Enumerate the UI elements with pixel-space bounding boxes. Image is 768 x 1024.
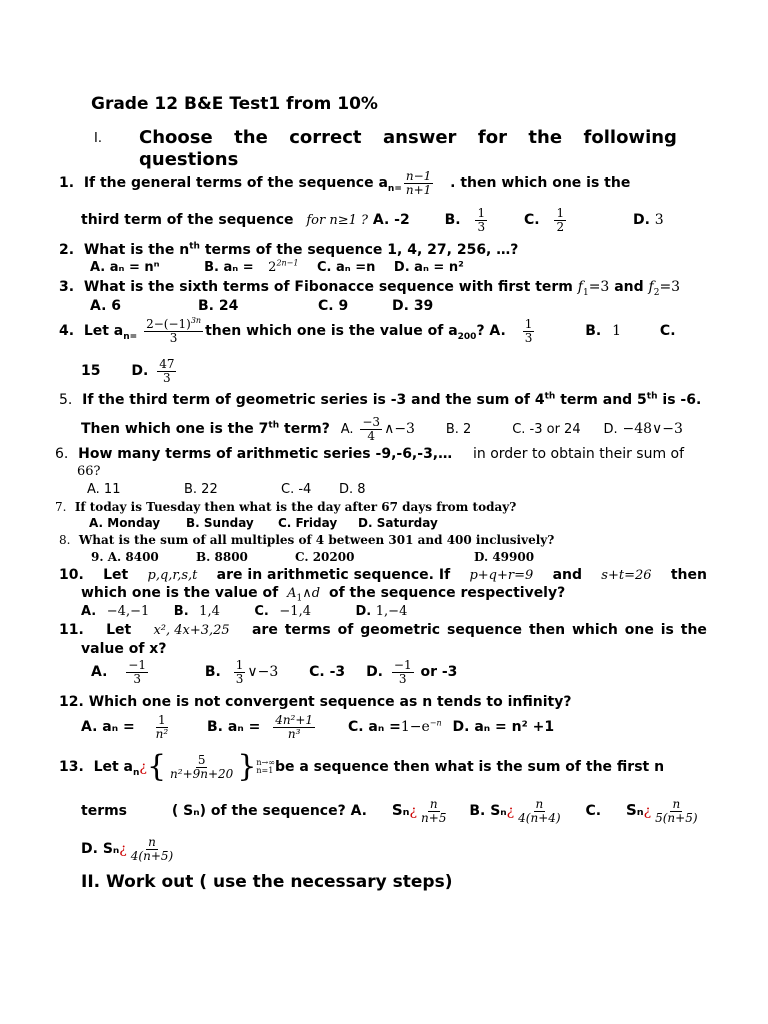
- q10-ad-sub: 1: [296, 593, 303, 604]
- q6-text-b: in order to obtain their sum of: [473, 446, 685, 462]
- q12-opt-d: D. aₙ = n² +1: [452, 719, 555, 736]
- q11-text-b: [252, 622, 707, 638]
- question-4-line2: [81, 358, 178, 384]
- question-11-line2: value of x?: [81, 641, 167, 657]
- q1-fraction: [404, 170, 433, 196]
- q10-opt-d-label: D.: [355, 604, 372, 619]
- q7-opt-c: C. Friday: [278, 516, 338, 530]
- q4-text-b: then which one is the value of a: [205, 323, 458, 340]
- q1-opt-b-den: 3: [477, 219, 486, 234]
- q2-opt-d: D. aₙ = n²: [393, 260, 464, 275]
- q13-opt-d-frac: [129, 836, 175, 862]
- q11-opt-a-frac: [126, 659, 148, 685]
- q3-f2-val: =3: [659, 279, 681, 295]
- q4-frac-den: 3: [169, 330, 178, 345]
- q10-opt-a-val: −4,−1: [106, 604, 150, 619]
- q4-sub: n=: [123, 331, 138, 342]
- q3-and: and: [614, 279, 644, 295]
- q13-opt-a-den: n+5: [421, 810, 447, 825]
- q4-opt-d-den: 3: [163, 370, 171, 385]
- q11-text-a: Let: [106, 622, 132, 638]
- q13-opt-d-num: n: [148, 835, 156, 849]
- q1-text-b: . then which one is the: [450, 175, 631, 192]
- q10-opt-d-val: 1,−4: [375, 604, 408, 619]
- section-heading-line1: [139, 127, 677, 148]
- q13-opt-c-label: C.: [585, 803, 602, 820]
- q8-opt-a: 9. A. 8400: [91, 550, 159, 564]
- q3-opt-d: D. 39: [392, 298, 434, 314]
- q11-opt-a-label: A.: [91, 664, 108, 681]
- q10-opt-c-label: C.: [254, 604, 269, 619]
- q13-text-b: be a sequence then what is the sum of the first n: [274, 759, 665, 775]
- q7-opt-b: B. Sunday: [186, 516, 254, 530]
- q4-opt-d-num: 47: [159, 357, 175, 371]
- q12-opt-c: C. aₙ =: [347, 719, 401, 736]
- q13-opt-b-frac: [516, 798, 562, 824]
- section-heading-word: the: [234, 127, 268, 148]
- q12-opt-b-frac: [273, 714, 315, 740]
- q2-opt-b-exp: 2n−1: [276, 258, 299, 268]
- section-heading-word: correct: [289, 127, 362, 148]
- q4-text-a: Let a: [83, 323, 124, 340]
- section-heading-word: following: [583, 127, 677, 148]
- q10-vars: p,q,r,s,t: [147, 568, 198, 583]
- q11-opt-d-den: 3: [398, 671, 407, 686]
- q11-number: 11.: [59, 622, 84, 638]
- q13-opt-d-glyph: ¿: [119, 841, 127, 858]
- q4-sub-200: 200: [457, 331, 477, 342]
- q4-text-c: ? A.: [476, 323, 506, 340]
- q4-opt-a-den: 3: [524, 330, 533, 345]
- q13-frac-den: n²+9n+20: [170, 766, 234, 781]
- q5-text-c: is -6.: [662, 392, 702, 408]
- q4-opt-a-num: 1: [524, 317, 533, 331]
- q11-opt-c: C. -3: [309, 664, 346, 681]
- q7-number: 7.: [55, 500, 67, 514]
- q13-glyph: ¿: [139, 759, 147, 775]
- q11-opt-b-den: 3: [235, 671, 244, 686]
- q10-text-d: of the sequence respectively?: [328, 585, 566, 601]
- section-heading-word: answer: [383, 127, 457, 148]
- q11-text-b-word: one: [624, 622, 654, 638]
- section-heading-line2: questions: [139, 149, 239, 170]
- q12-number: 12.: [59, 694, 84, 710]
- section-heading-word: for: [477, 127, 507, 148]
- q1-text-a: If the general terms of the sequence a: [83, 175, 388, 192]
- question-8: [59, 533, 554, 547]
- q10-text-a: Let: [103, 567, 129, 583]
- q13-fraction: [168, 754, 235, 780]
- q13-opt-c-frac: [653, 798, 699, 824]
- q12-text: Which one is not convergent sequence as n tends to infinity?: [88, 694, 572, 710]
- q13-opt-c-glyph: ¿: [643, 803, 652, 820]
- q3-text: What is the sixth terms of Fibonacce sequence with first term: [83, 279, 573, 295]
- q7-opt-d: D. Saturday: [358, 516, 438, 530]
- q13-brace-open: {: [146, 749, 167, 784]
- q4-opt-d-label: D.: [131, 363, 149, 380]
- q3-f2-sym: f: [648, 279, 654, 295]
- q5-sup-a: th: [544, 391, 556, 402]
- q5-text-a: If the third term of geometric series is -3 and the sum of 4: [82, 392, 545, 408]
- q1-opt-c-den: 2: [556, 219, 565, 234]
- q10-eq2: s+t=26: [601, 568, 652, 583]
- q11-opt-d-num: −1: [393, 658, 412, 672]
- q11-opt-d-frac: [392, 659, 414, 685]
- q10-ad-a: A: [287, 586, 297, 601]
- q13-limit-top: n→∞: [256, 758, 275, 767]
- q5-sup-b: th: [646, 391, 658, 402]
- q12-opt-a-num: 1: [158, 713, 166, 727]
- q3-f2: [648, 279, 681, 298]
- q5-opt-d-val: −48∨−3: [622, 421, 683, 438]
- q10-number: 10.: [59, 567, 84, 583]
- question-2-options: [90, 260, 464, 275]
- q5-opt-a-den: 4: [367, 428, 376, 443]
- q1-opt-d-label: D.: [632, 212, 650, 229]
- q2-text-a: What is the n: [83, 242, 190, 258]
- section-heading-word: the: [528, 127, 563, 148]
- question-10-options: [81, 604, 407, 619]
- q5-text-e: term?: [284, 421, 330, 438]
- q4-frac-num-a: 2−(−1): [146, 317, 191, 331]
- q13-number: 13.: [59, 759, 84, 775]
- q13-opt-a-num: n: [429, 797, 438, 811]
- question-11-options: [91, 659, 457, 685]
- q10-opt-a-label: A.: [81, 604, 97, 619]
- q13-opt-d-label: D. Sₙ: [81, 841, 120, 858]
- question-13-line2: [81, 798, 702, 824]
- question-7: [55, 500, 516, 514]
- q10-then: then: [670, 567, 707, 583]
- q13-opt-b-glyph: ¿: [506, 803, 515, 820]
- q6-number: 6.: [55, 446, 69, 462]
- q12-opt-b-num: 4n²+1: [275, 713, 314, 727]
- q4-opt-c-val: 15: [81, 363, 101, 380]
- q4-opt-d-frac: [157, 358, 176, 384]
- q5-opt-a-num: −3: [362, 415, 381, 429]
- section-heading-word: Choose: [139, 127, 213, 148]
- q1-frac-num: n−1: [405, 169, 432, 183]
- q13-opt-a-frac: [419, 798, 448, 824]
- q12-opt-b-den: n³: [287, 726, 301, 741]
- q11-opt-b-tail: ∨−3: [247, 664, 279, 681]
- q3-opt-c: C. 9: [318, 298, 349, 314]
- question-12-options: [81, 714, 554, 740]
- q1-opt-d-val: 3: [654, 212, 664, 229]
- q3-f1: [577, 279, 610, 298]
- q10-opt-c-val: −1,4: [279, 604, 311, 619]
- q6-opt-d: D. 8: [339, 482, 366, 497]
- q13-limits: [256, 759, 275, 775]
- q5-opt-c: C. -3 or 24: [512, 422, 581, 438]
- q6-opt-b: B. 22: [184, 482, 218, 497]
- q10-text-b: are in arithmetic sequence. If: [216, 567, 451, 583]
- q6-opt-a: A. 11: [87, 482, 121, 497]
- q13-opt-b-label: B. Sₙ: [469, 803, 507, 820]
- q1-opt-c-frac: [554, 207, 566, 233]
- q13-opt-c-s: Sₙ: [625, 801, 644, 820]
- q4-frac-num: [144, 318, 203, 332]
- q5-sup-d: th: [268, 420, 280, 431]
- section-heading: [139, 127, 677, 148]
- q10-ad-tail: ∧d: [302, 586, 321, 601]
- q13-frac-num: 5: [197, 752, 206, 767]
- q12-opt-c-exp: −n: [429, 718, 442, 728]
- q3-f2-sub: 2: [653, 287, 660, 298]
- q4-number: 4.: [59, 323, 75, 340]
- q13-text-c: terms: [81, 803, 128, 820]
- question-6-line2: 66?: [77, 464, 101, 479]
- q3-f1-sym: f: [577, 279, 583, 295]
- q11-text-b-word: which: [571, 622, 618, 638]
- question-6: [55, 446, 684, 462]
- q10-ad: [287, 586, 321, 604]
- q3-opt-a: A. 6: [90, 298, 122, 314]
- q13-opt-a-glyph: ¿: [409, 803, 418, 820]
- q10-and: and: [552, 567, 582, 583]
- q6-opt-c: C. -4: [281, 482, 312, 497]
- q7-opt-a: A. Monday: [89, 516, 161, 530]
- q1-opt-b-frac: [475, 207, 487, 233]
- q2-opt-b: B. aₙ =: [204, 260, 254, 275]
- q4-opt-b-label: B.: [585, 323, 602, 340]
- q11-opt-a-num: −1: [128, 658, 146, 672]
- q11-opt-b-label: B.: [204, 664, 221, 681]
- q13-opt-c-den: 5(n+5): [655, 810, 698, 825]
- q11-terms: x², 4x+3,25: [153, 623, 230, 638]
- q12-opt-a: A. aₙ =: [81, 719, 135, 736]
- q11-opt-a-den: 3: [133, 671, 141, 686]
- question-3: [59, 279, 681, 298]
- q11-opt-d-tail: or -3: [420, 664, 458, 681]
- q12-opt-c-expr: [401, 719, 442, 735]
- q13-opt-d-den: 4(n+5): [130, 848, 174, 863]
- q1-opt-c-label: C.: [523, 212, 540, 229]
- q5-opt-d-label: D.: [603, 422, 618, 438]
- q12-opt-b: B. aₙ =: [207, 719, 261, 736]
- q4-opt-c-label: C.: [659, 323, 676, 340]
- q1-opt-a: A. -2: [372, 212, 410, 229]
- q8-opt-b: B. 8800: [196, 550, 248, 564]
- q13-opt-b-den: 4(n+4): [518, 810, 561, 825]
- q12-opt-a-frac: [154, 714, 171, 740]
- question-10: [59, 567, 707, 583]
- q11-text-b-word: geometric: [360, 622, 441, 638]
- q1-frac-den: n+1: [405, 182, 432, 197]
- q1-number: 1.: [59, 175, 75, 192]
- q5-opt-a-frac: [360, 416, 382, 442]
- q1-opt-c-num: 1: [556, 206, 565, 220]
- q4-fraction: [144, 318, 203, 344]
- q11-text-b-word: then: [528, 622, 566, 638]
- q4-opt-a-frac: [523, 318, 535, 344]
- question-1-line2: [81, 207, 664, 233]
- q11-text-b-word: sequence: [446, 622, 523, 638]
- q11-opt-d-label: D.: [366, 664, 384, 681]
- q1-text-c: third term of the sequence: [81, 212, 294, 229]
- q4-frac-exp: 3n: [190, 316, 202, 325]
- q2-number: 2.: [59, 242, 75, 258]
- q2-sup: th: [189, 241, 200, 252]
- q1-opt-b-num: 1: [477, 206, 486, 220]
- q1-sub: n=: [387, 183, 402, 194]
- q8-text: What is the sum of all multiples of 4 between 301 and 400 inclusively?: [78, 533, 555, 547]
- q5-text-b: term and 5: [560, 392, 647, 408]
- q2-opt-b-base: 2: [268, 260, 277, 275]
- q2-text-b: terms of the sequence 1, 4, 27, 256, …?: [204, 242, 519, 258]
- question-5: [59, 392, 701, 408]
- q3-opt-b: B. 24: [198, 298, 239, 314]
- q10-opt-b-label: B.: [173, 604, 189, 619]
- q13-opt-b-num: n: [535, 797, 544, 811]
- section-roman: I.: [94, 131, 102, 146]
- question-1: [59, 170, 709, 196]
- q1-opt-b-label: B.: [444, 212, 461, 229]
- q10-text-c: which one is the value of: [81, 585, 279, 601]
- section-2-heading: II. Work out ( use the necessary steps): [81, 872, 453, 892]
- q1-condition: for n≥1 ?: [306, 213, 368, 229]
- q12-opt-c-val: 1−e: [400, 719, 430, 736]
- question-11: [59, 622, 707, 638]
- q2-opt-a: A. aₙ = nⁿ: [90, 260, 160, 275]
- q6-text-a: How many terms of arithmetic series -9,-6,-3,…: [78, 446, 453, 462]
- question-5-line2: [81, 416, 683, 442]
- question-10-line2: [81, 585, 566, 604]
- q11-text-b-word: terms: [284, 622, 331, 638]
- q4-opt-b-val: 1: [612, 323, 622, 340]
- question-12: [59, 694, 571, 710]
- q5-opt-a-tail: ∧−3: [384, 421, 415, 438]
- q5-opt-b: B. 2: [445, 422, 472, 438]
- q11-text-b-word: is: [660, 622, 674, 638]
- question-13: [59, 749, 665, 784]
- q8-opt-c: C. 20200: [295, 550, 355, 564]
- q5-text-d: Then which one is the 7: [81, 421, 269, 438]
- question-4: [59, 318, 676, 344]
- q5-opt-a-label: A.: [340, 422, 354, 438]
- q5-number: 5.: [59, 392, 73, 408]
- question-13-line3: [81, 836, 177, 862]
- q13-limit-bot: n=1: [256, 766, 274, 775]
- q8-number: 8.: [59, 533, 71, 547]
- q13-opt-c-num: n: [672, 797, 681, 811]
- q3-f1-sub: 1: [582, 287, 589, 298]
- q11-text-b-word: of: [337, 622, 354, 638]
- q3-f1-val: =3: [588, 279, 610, 295]
- q11-text-b-word: are: [251, 622, 278, 638]
- q12-opt-a-den: n²: [155, 726, 169, 741]
- q11-opt-b-num: 1: [235, 658, 244, 672]
- q7-text: If today is Tuesday then what is the day after 67 days from today?: [74, 500, 517, 514]
- q10-eq1: p+q+r=9: [469, 568, 534, 583]
- q2-opt-b-expr: [268, 260, 298, 275]
- q13-text-d: ( Sₙ) of the sequence? A.: [171, 803, 367, 820]
- q8-opt-d: D. 49900: [474, 550, 535, 564]
- question-2: [59, 242, 518, 258]
- q11-opt-b-frac: [234, 659, 246, 685]
- q13-opt-a-label: Sₙ: [391, 801, 410, 820]
- q2-opt-c: C. aₙ =n: [317, 260, 376, 275]
- q13-text-a: Let a: [93, 759, 133, 775]
- q3-number: 3.: [59, 279, 75, 295]
- q11-text-b-word: the: [680, 622, 707, 638]
- q13-brace-close: }: [237, 749, 257, 784]
- page-title: Grade 12 B&E Test1 from 10%: [91, 94, 378, 114]
- q10-opt-b-val: 1,4: [199, 604, 220, 619]
- q13-sub: n: [133, 767, 140, 778]
